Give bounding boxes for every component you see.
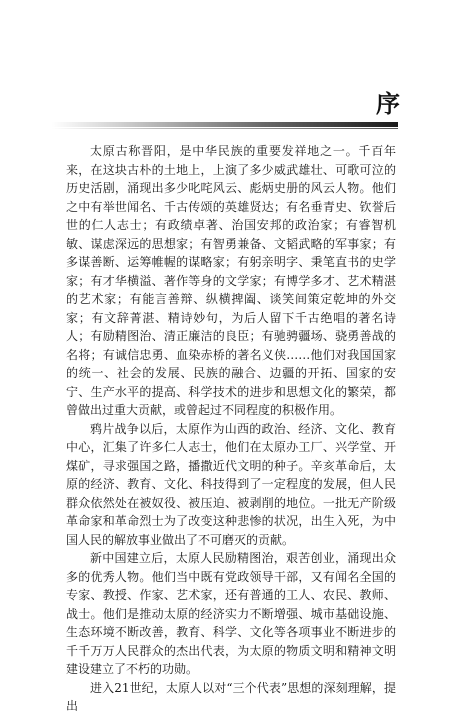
page-header	[0, 0, 450, 132]
preface-body	[66, 142, 396, 713]
paragraph: 鸦片战争以后，太原作为山西的政治、经济、文化、教育中心，汇集了许多仁人志士，他们在太原办工厂、兴学堂、开煤矿，寻求强国之路，播撒近代文明的种子。辛亥革命后，太原的经济、教育、文化、科技得到了一定程度的发展，但人民群众依然处在被奴役、被压迫、被剥削的地位。一批无产阶级革命家和革命烈士为了改变这种悲惨的状况，出生入死，为中国人民的解放事业做出了不可磨灭的贡献。	[66, 421, 396, 547]
paragraph: 新中国建立后，太原人民励精图治，艰苦创业，涌现出众多的优秀人物。他们当中既有党政领导干部，又有闻名全国的专家、教授、作家、艺术家，还有普通的工人、农民、教师、战士。他们是推动太原的经济实力不断增强、城市基础设施、生态环境不断改善，教育、科学、文化等各项事业不断进步的千千万万人民群众的杰出代表，为太原的物质文明和精神文明建设建立了不朽的功勋。	[66, 551, 396, 676]
paragraph: 太原古称晋阳，是中华民族的重要发祥地之一。千百年来，在这块古朴的土地上，上演了多少威武雄壮、可歌可泣的历史活剧，涌现出多少叱咤风云、彪炳史册的风云人物。他们之中有举世闻名、千古传颂的英雄贤达；有名垂青史、钦誉后世的仁人志士；有政绩卓著、治国安邦的政治家；有睿智机敏、谋虑深远的思想家；有智勇兼备、文韬武略的军事家；有多谋善断、运筹帷幄的谋略家；有躬亲明字、秉笔直书的史学家；有才华横溢、著作等身的文学家；有博学多才、艺术精湛的艺术家；有能言善辩、纵横捭阖、谈笑间策定乾坤的外交家；有文辞菁湛、精诗妙句，为后人留下千古绝唱的著名诗人；有励精图治、清正廉洁的良臣；有驰骋疆场、骁勇善战的名将；有诚信忠勇、血染赤桥的著名义侠……他们对我国国家的统一、社会的发展、民族的融合、边疆的开拓、国家的安宁、生产水平的提高、科学技术的进步和思想文化的繁荣，都曾做出过重大贡献，或曾起过不同程度的积极作用。	[66, 144, 396, 417]
title-rule	[52, 122, 398, 127]
title-rule-thin	[52, 128, 398, 129]
paragraph: 进入21世纪，太原人以对“三个代表”思想的深刻理解，提出	[66, 680, 396, 713]
preface-title: 序	[376, 90, 400, 118]
